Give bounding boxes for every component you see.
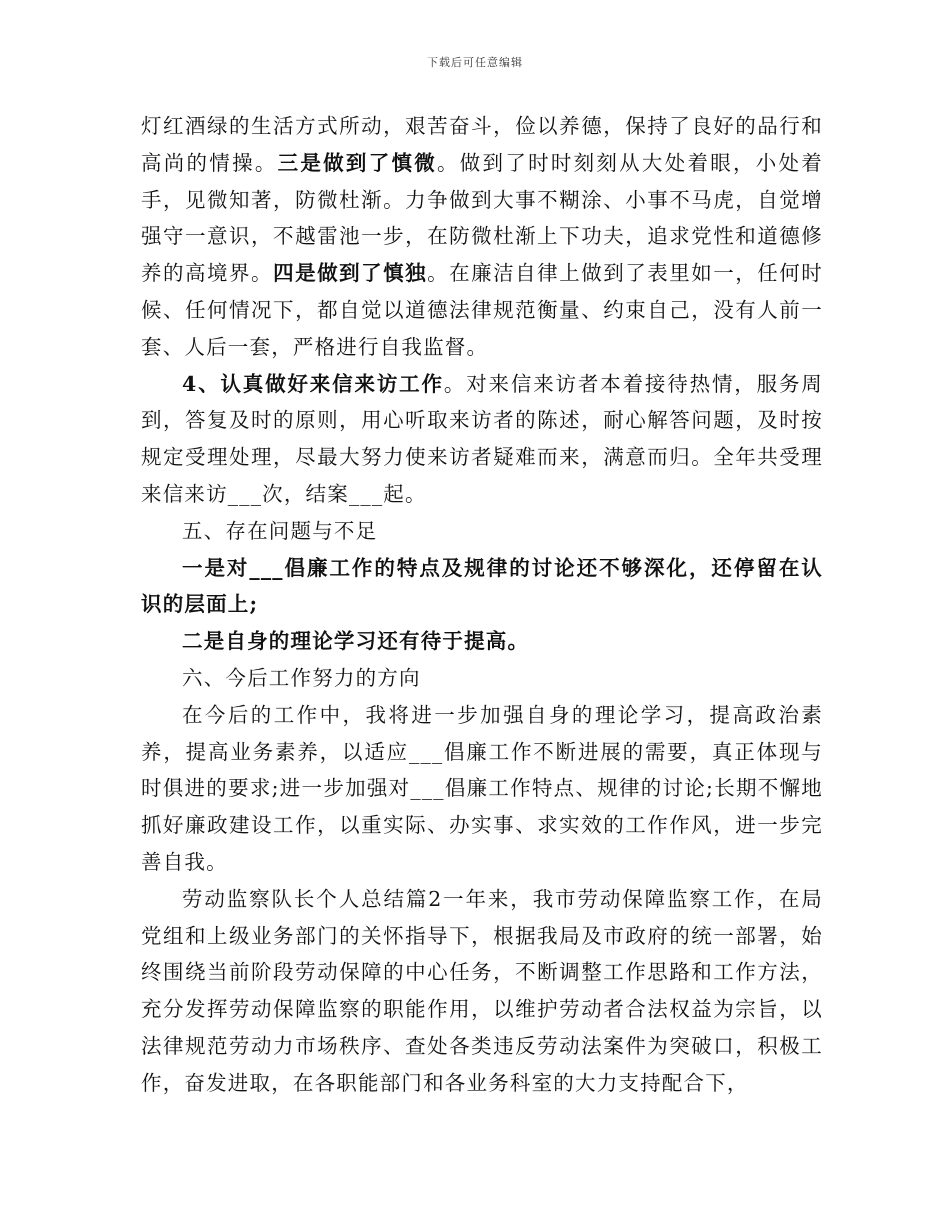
text-run: 。在廉洁自律上做到了表里如一，任何时候、任何情况下，都自觉以道德法律规范衡量、约束自己，没有人前一套、人后一套，严格进行自我监督。 — [141, 261, 823, 359]
bold-heading-fourth: 四是做到了慎独 — [273, 261, 428, 286]
problem-item-2: 二是自身的理论学习还有待于提高。 — [182, 629, 530, 654]
paragraph-summary-part-2: 劳动监察队长个人总结篇2一年来，我市劳动保障监察工作，在局党组和上级业务部门的关怀指导下，根据我局及市政府的统一部署，始终围绕当前阶段劳动保障的中心任务，不断调整工作思路和工作方法，充分发挥劳动保障监察的职能作用，以维护劳动者合法权益为宗旨，以法律规范劳动力市场秩序、查处各类违反劳动法案件为突破口，积极工作，奋发进取，在各职能部门和各业务科室的大力支持配合下， — [141, 886, 823, 1095]
paragraph-self-discipline — [141, 108, 823, 366]
document-body — [141, 108, 823, 1102]
page-header: 下载后可任意编辑 — [427, 56, 523, 69]
section-heading-6: 六、今后工作努力的方向 — [182, 665, 421, 690]
bold-heading-third: 三是做到了慎微 — [277, 150, 438, 175]
section-heading-5: 五、存在问题与不足 — [182, 518, 378, 543]
text-run: 。对来信来访者本着接待热情，服务周到，答复及时的原则，用心听取来访者的陈述，耐心解答问题，及时按规定受理处理，尽最大努力使来访者疑难而来，满意而归。全年共受理来信来访___次，结案___起。 — [141, 371, 823, 506]
text-run: 灯红酒绿的生活方式所动，艰苦奋斗，俭以养德，保持了良好的品行和高尚的情操。 — [141, 114, 823, 175]
paragraph-letters-visits — [141, 366, 823, 513]
paragraph-future-direction: 在今后的工作中，我将进一步加强自身的理论学习，提高政治素养，提高业务素养，以适应___倡廉工作不断进展的需要，真正体现与时俱进的要求;进一步加强对___倡廉工作特点、规律的讨论;长期不懈地抓好廉政建设工作，以重实际、办实事、求实效的工作作风，进一步完善自我。 — [141, 702, 823, 874]
bold-heading-item-4: 4、认真做好来信来访工作 — [182, 371, 444, 396]
text-run: 。做到了时时刻刻从大处着眼，小处着手，见微知著，防微杜渐。力争做到大事不糊涂、小事不马虎，自觉增强守一意识，不越雷池一步，在防微杜渐上下功夫，追求党性和道德修养的高境界。 — [141, 150, 824, 286]
problem-item-1: 一是对___倡廉工作的特点及规律的讨论还不够深化，还停留在认识的层面上; — [141, 555, 823, 617]
